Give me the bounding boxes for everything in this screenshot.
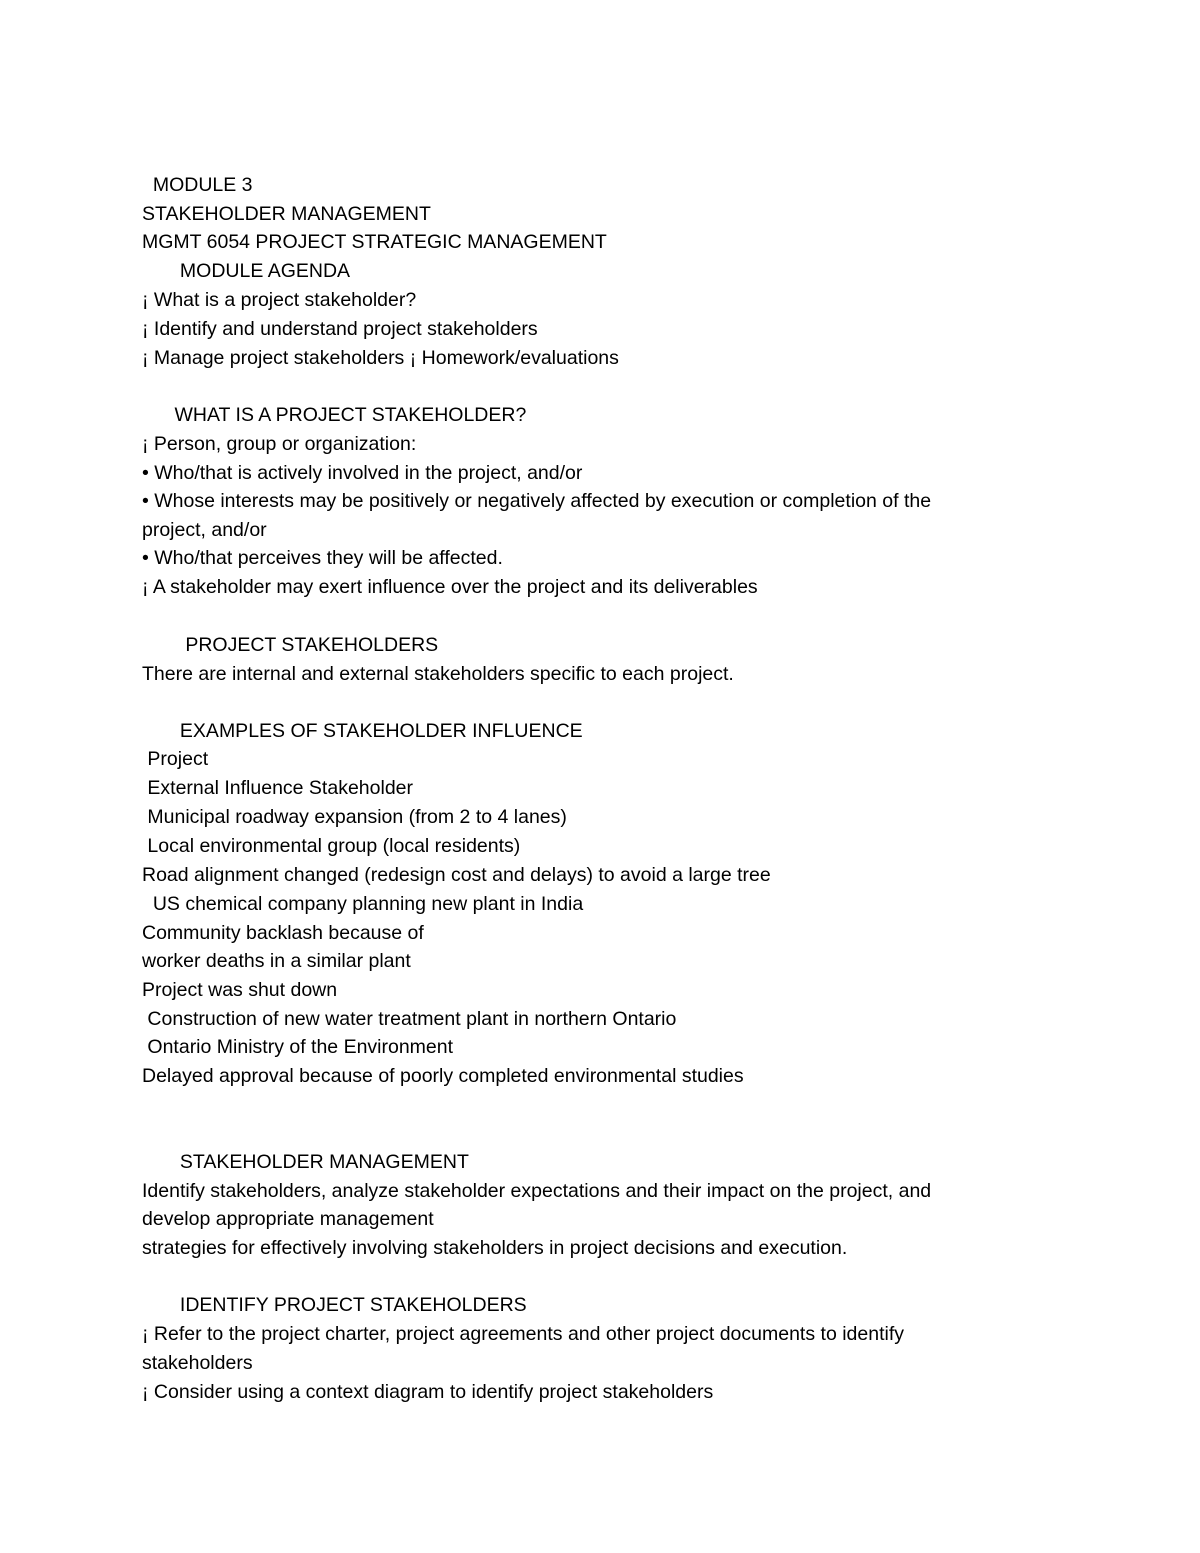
section-heading-project-stakeholders: PROJECT STAKEHOLDERS: [142, 634, 439, 656]
section-heading-examples: EXAMPLES OF STAKEHOLDER INFLUENCE: [142, 720, 583, 742]
body-line: strategies for effectively involving stakeholders in project decisions and execution.: [142, 1237, 848, 1259]
agenda-item: ¡ Identify and understand project stakeholders: [142, 318, 538, 340]
body-line: Community backlash because of: [142, 922, 424, 944]
body-line: Road alignment changed (redesign cost and delays) to avoid a large tree: [142, 864, 771, 886]
section-heading-stakeholder-management: STAKEHOLDER MANAGEMENT: [142, 1151, 469, 1173]
agenda-item: ¡ What is a project stakeholder?: [142, 289, 417, 311]
body-line: ¡ Consider using a context diagram to identify project stakeholders: [142, 1381, 714, 1403]
body-line: US chemical company planning new plant in India: [142, 893, 584, 915]
body-line: Construction of new water treatment plant in northern Ontario: [142, 1008, 677, 1030]
body-line: Ontario Ministry of the Environment: [142, 1036, 454, 1058]
bullet-line: • Who/that is actively involved in the project, and/or: [142, 462, 583, 484]
body-line: ¡ Person, group or organization:: [142, 433, 417, 455]
body-line: Project was shut down: [142, 979, 338, 1001]
section-heading-agenda: MODULE AGENDA: [142, 260, 351, 282]
bullet-line: • Who/that perceives they will be affected.: [142, 547, 503, 569]
body-line: worker deaths in a similar plant: [142, 950, 411, 972]
body-line: ¡ Refer to the project charter, project agreements and other project documents to identify: [142, 1323, 904, 1345]
course-title: MGMT 6054 PROJECT STRATEGIC MANAGEMENT: [142, 231, 607, 253]
document-title: STAKEHOLDER MANAGEMENT: [142, 203, 431, 225]
agenda-item: ¡ Manage project stakeholders ¡ Homework/evaluations: [142, 347, 619, 369]
body-line: There are internal and external stakeholders specific to each project.: [142, 663, 734, 685]
body-line: Delayed approval because of poorly completed environmental studies: [142, 1065, 744, 1087]
body-line: ¡ A stakeholder may exert influence over the project and its deliverables: [142, 576, 758, 598]
body-line: Project: [142, 748, 209, 770]
module-number: MODULE 3: [142, 174, 253, 196]
body-line: Municipal roadway expansion (from 2 to 4 lanes): [142, 806, 567, 828]
section-heading-identify-stakeholders: IDENTIFY PROJECT STAKEHOLDERS: [142, 1294, 527, 1316]
body-line: Local environmental group (local residents): [142, 835, 521, 857]
body-line: develop appropriate management: [142, 1208, 434, 1230]
bullet-line: • Whose interests may be positively or negatively affected by execution or completion of the: [142, 490, 932, 512]
body-line: stakeholders: [142, 1352, 253, 1374]
body-line: project, and/or: [142, 519, 267, 541]
section-heading-what-is-stakeholder: WHAT IS A PROJECT STAKEHOLDER?: [142, 404, 527, 426]
body-line: External Influence Stakeholder: [142, 777, 414, 799]
body-line: Identify stakeholders, analyze stakeholder expectations and their impact on the project, and: [142, 1180, 932, 1202]
